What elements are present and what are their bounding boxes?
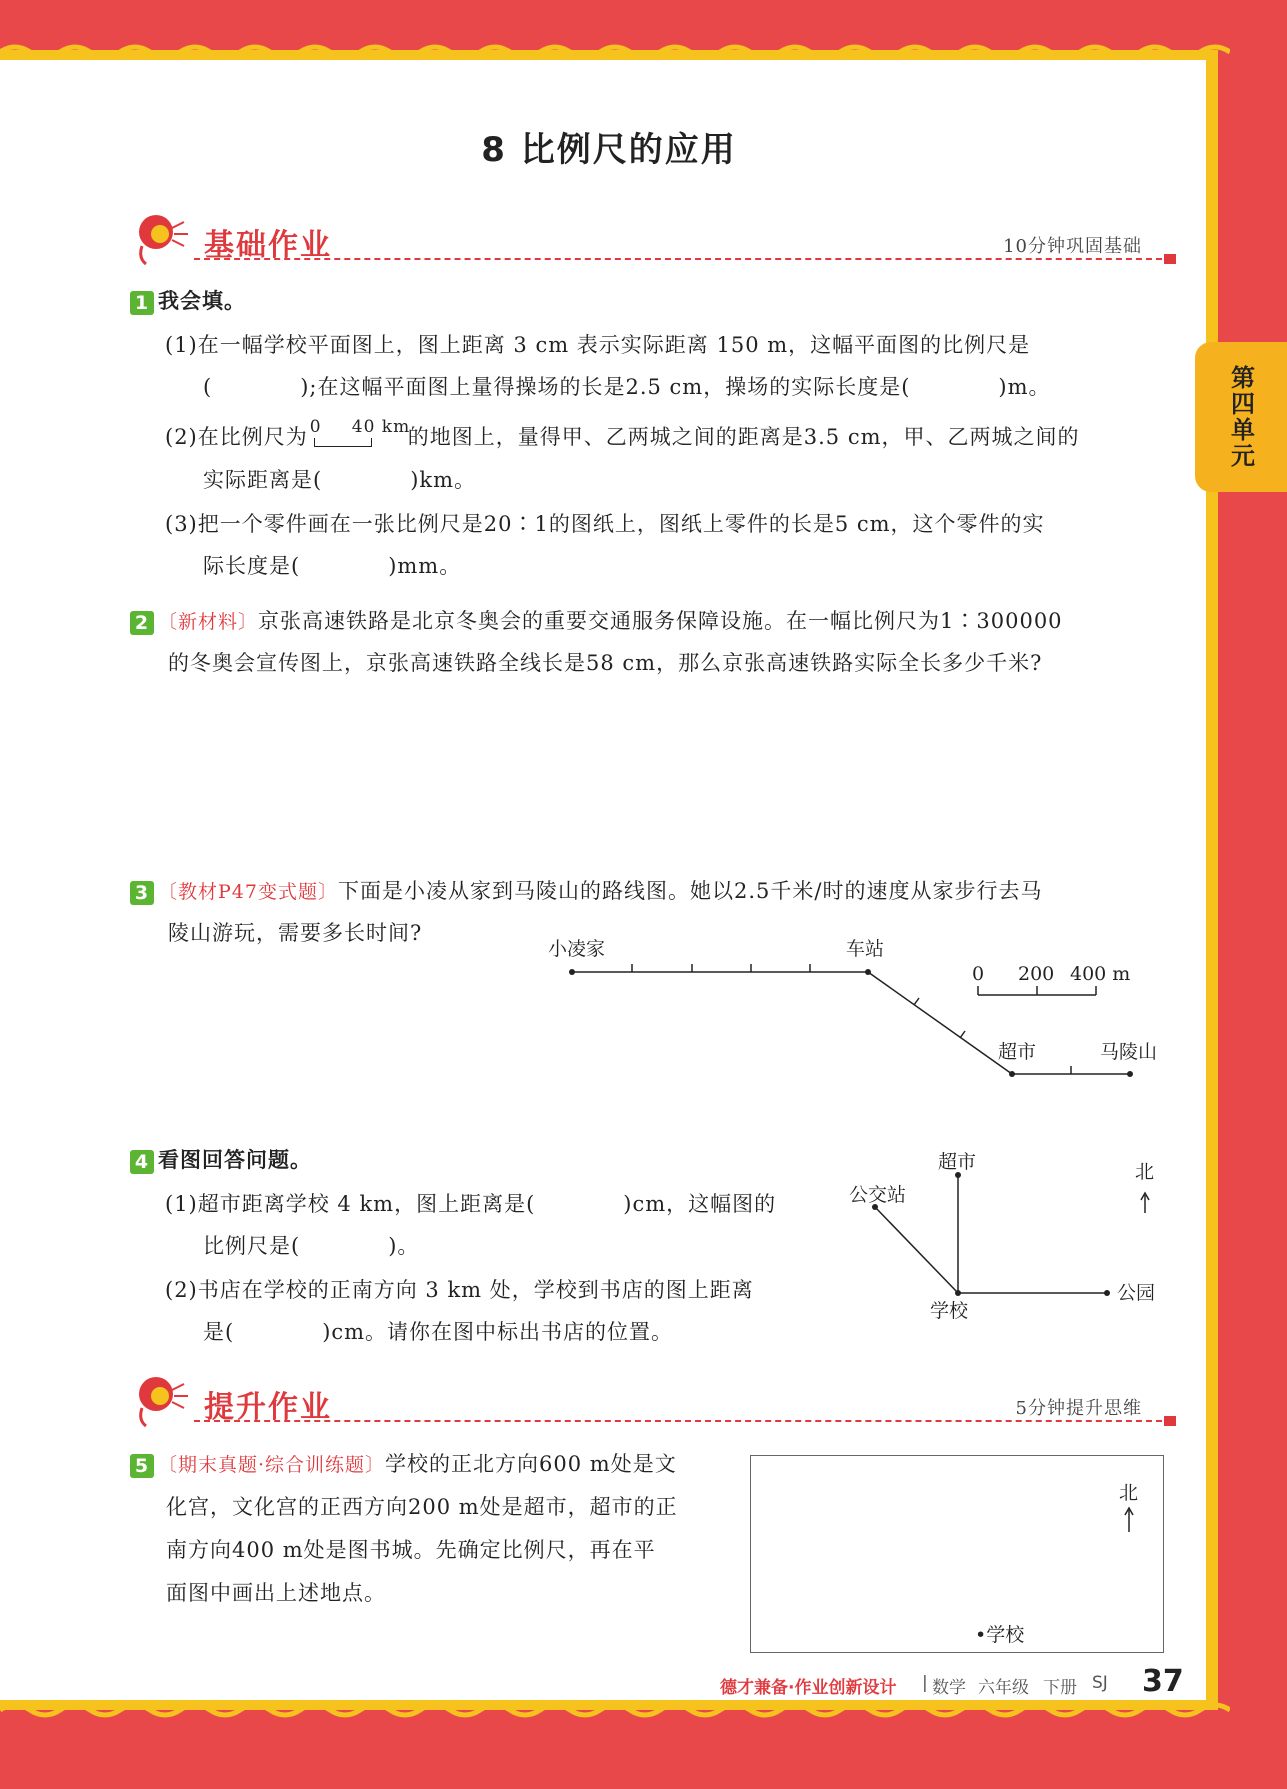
q2-line-1	[130, 606, 1063, 637]
q4-line-3: (2)书店在学校的正南方向 3 km 处，学校到书店的图上距离	[165, 1278, 754, 1302]
q3-tag: 〔教材P47变式题〕	[158, 881, 338, 903]
q5-line-2: 化宫，文化宫的正西方向200 m处是超市，超市的正	[166, 1495, 678, 1519]
q3-line-2: 陵山游玩，需要多长时间?	[168, 921, 423, 945]
q5-drawing-area[interactable]	[750, 1455, 1164, 1653]
q1-heading	[130, 286, 246, 316]
wavy-border-top	[0, 42, 1230, 62]
q1-line-4: 实际距离是( )km。	[203, 468, 477, 492]
q5-tag: 〔期末真题·综合训练题〕	[158, 1454, 386, 1476]
q1-number: 1	[130, 291, 154, 315]
q4-market-label: 超市	[938, 1151, 977, 1173]
q3-text-1: 下面是小凌从家到马陵山的路线图。她以2.5千米/时的速度从家步行去马	[337, 879, 1043, 903]
q3-number: 3	[130, 881, 154, 905]
q4-bus-label: 公交站	[849, 1184, 907, 1206]
q4-heading	[130, 1145, 312, 1175]
q4-park-label: 公园	[1117, 1282, 1156, 1304]
mascot-icon	[132, 210, 192, 268]
q3-scale-0: 0	[972, 963, 985, 985]
q4-north-label: 北	[1135, 1161, 1155, 1183]
section-note: 5分钟提升思维	[1015, 1398, 1142, 1419]
q5-text-1: 学校的正北方向600 m处是文	[385, 1452, 677, 1476]
q2-number: 2	[130, 611, 154, 635]
section-rule-end	[1164, 1416, 1176, 1426]
q1-line-3a: (2)在比例尺为	[165, 425, 308, 449]
q3-route-map	[540, 930, 1180, 1090]
q5-line-4: 面图中画出上述地点。	[166, 1581, 386, 1605]
footer-subject: 数学	[932, 1678, 966, 1698]
q1-scale-line	[314, 438, 372, 447]
unit-side-tab	[1195, 342, 1287, 492]
q4-school-label: 学校	[930, 1300, 969, 1322]
q1-scale-forty: 40 km	[351, 417, 411, 437]
footer-divider: |	[922, 1673, 928, 1693]
q1-line-1: (1)在一幅学校平面图上，图上距离 3 cm 表示实际距离 150 m，这幅平面图的比例尺是	[165, 333, 1031, 357]
section-header-basic	[132, 210, 1172, 268]
q4-line-4: 是( )cm。请你在图中标出书店的位置。	[203, 1320, 674, 1344]
q3-home-label: 小凌家	[548, 938, 606, 960]
q3-line-1	[130, 876, 1042, 907]
q2-text-1: 京张高速铁路是北京冬奥会的重要交通服务保障设施。在一幅比例尺为1∶300000	[258, 609, 1063, 633]
q4-number: 4	[130, 1150, 154, 1174]
footer-edition: SJ	[1092, 1673, 1108, 1693]
q1-scale-zero: 0	[309, 417, 322, 437]
section-title: 提升作业	[204, 1390, 332, 1425]
q3-market-label: 超市	[998, 1041, 1037, 1063]
q4-line-1: (1)超市距离学校 4 km，图上距离是( )cm，这幅图的	[165, 1192, 777, 1216]
q1-scale-bar	[308, 417, 411, 452]
unit-label: 第四单元	[1226, 365, 1255, 469]
section-header-advanced	[132, 1372, 1172, 1430]
q2-line-2: 的冬奥会宣传图上，京张高速铁路全线长是58 cm，那么京张高速铁路实际全长多少千米?	[168, 651, 1043, 675]
q4-line-2: 比例尺是( )。	[203, 1234, 420, 1258]
q5-line-1	[130, 1449, 677, 1480]
q3-scale-200: 200	[1018, 963, 1055, 985]
q1-line-6: 际长度是( )mm。	[203, 554, 462, 578]
section-title: 基础作业	[204, 228, 332, 263]
q1-head: 我会填。	[158, 289, 246, 313]
q1-line-2: ( );在这幅平面图上量得操场的长是2.5 cm，操场的实际长度是( )m。	[203, 375, 1051, 399]
page-title: 8 比例尺的应用	[481, 130, 737, 170]
q5-number: 5	[130, 1454, 154, 1478]
q2-tag: 〔新材料〕	[158, 611, 259, 633]
q1-line-5: (3)把一个零件画在一张比例尺是20∶1的图纸上，图纸上零件的长是5 cm，这个零件的实	[165, 512, 1045, 536]
q5-school-label: •学校	[975, 1624, 1025, 1646]
q4-map	[845, 1145, 1185, 1330]
q1-line-3	[165, 417, 1080, 452]
q5-north-label: 北	[1119, 1482, 1139, 1504]
q3-station-label: 车站	[846, 938, 885, 960]
q3-mountain-label: 马陵山	[1100, 1041, 1158, 1063]
footer-term: 下册	[1043, 1678, 1077, 1698]
footer-brand: 德才兼备·作业创新设计	[720, 1678, 897, 1698]
section-note: 10分钟巩固基础	[1003, 236, 1142, 257]
mascot-icon	[132, 1372, 192, 1430]
page-number: 37	[1142, 1664, 1184, 1699]
q3-scale-400: 400 m	[1070, 963, 1131, 985]
q4-head: 看图回答问题。	[158, 1148, 312, 1172]
section-rule	[194, 258, 1172, 260]
section-rule-end	[1164, 254, 1176, 264]
q5-line-3: 南方向400 m处是图书城。先确定比例尺，再在平	[166, 1538, 656, 1562]
q1-line-3b: 的地图上，量得甲、乙两城之间的距离是3.5 cm，甲、乙两城之间的	[407, 425, 1080, 449]
q5-north-arrow-icon	[1121, 1506, 1137, 1534]
footer-grade: 六年级	[978, 1678, 1029, 1698]
section-rule	[194, 1420, 1172, 1422]
wavy-border-bottom	[0, 1700, 1230, 1720]
